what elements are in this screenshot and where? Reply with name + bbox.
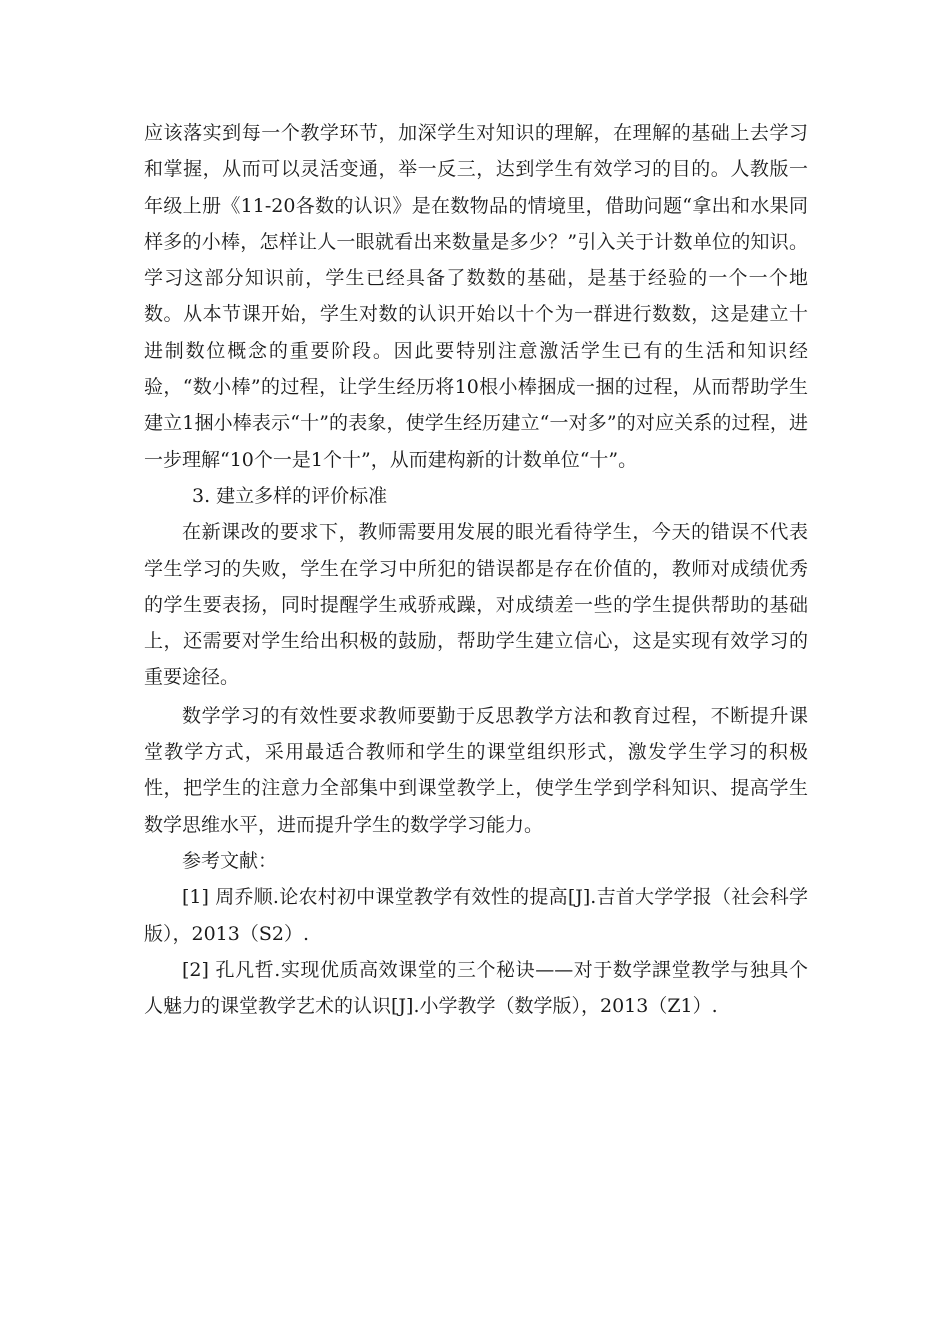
document-body <box>144 115 808 1024</box>
reference-item-2: [2] 孔凡哲.实现优质高效课堂的三个秘诀——对于数学課堂教学与独具个人魅力的课堂教学艺术的认识[J].小学教学（数学版），2013（Z1）. <box>144 958 808 1018</box>
paragraph-continuation: 应该落实到每一个教学环节，加深学生对知识的理解，在理解的基础上去学习和掌握，从而可以灵活变通，举一反三，达到学生有效学习的目的。人教版一年级上册《11-20各数的认识》是在数物品的情境里，借助问题“拿出和水果同样多的小棒，怎样让人一眼就看出来数量是多少？”引入关于计数单位的知识。学习这部分知识前，学生已经具备了数数的基础，是基于经验的一个一个地数。从本节课开始，学生对数的认识开始以十个为一群进行数数，这是建立十进制数位概念的重要阶段。因此要特别注意激活学生已有的生活和知识经验，“数小棒”的过程，让学生经历将10根小棒捆成一捆的过程，从而帮助学生建立1捆小棒表示“十”的表象，使学生经历建立“一对多”的对应关系的过程，进一步理解“10个一是1个十”，从而建构新的计数单位“十”。 <box>144 122 808 471</box>
references-title: 参考文献： <box>182 849 278 872</box>
paragraph-conclusion: 数学学习的有效性要求教师要勤于反思教学方法和教育过程，不断提升课堂教学方式，采用最适合教师和学生的课堂组织形式，激发学生学习的积极性，把学生的注意力全部集中到课堂教学上，使学生学到学科知识、提高学生数学思维水平，进而提升学生的数学学习能力。 <box>144 704 808 836</box>
reference-item-1: [1] 周乔顺.论农村初中课堂教学有效性的提高[J].吉首大学学报（社会科学版），2013（S2）. <box>144 886 808 945</box>
paragraph-evaluation: 在新课改的要求下，教师需要用发展的眼光看待学生，今天的错误不代表学生学习的失败，学生在学习中所犯的错误都是存在价值的，教师对成绩优秀的学生要表扬，同时提醒学生戒骄戒躁，对成绩差一些的学生提供帮助的基础上，还需要对学生给出积极的鼓励，帮助学生建立信心，这是实现有效学习的重要途径。 <box>144 521 808 689</box>
section-heading: 3. 建立多样的评价标准 <box>192 484 388 507</box>
